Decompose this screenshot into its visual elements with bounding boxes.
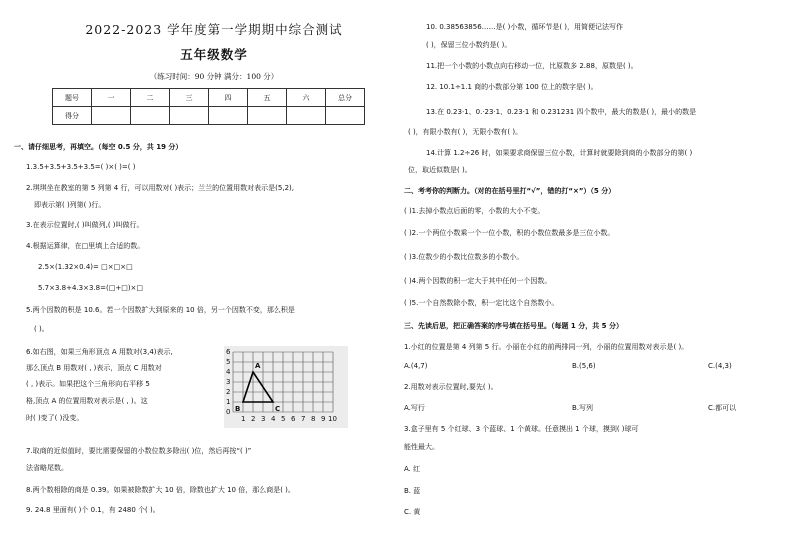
judgement-4: ( )4.两个因数的积一定大于其中任何一个因数。 [404, 277, 552, 285]
question-7-line-2: 法省略尾数。 [26, 464, 68, 472]
question-14-line-2: 位，取近似数是( )。 [408, 166, 472, 174]
question-10-line-1: 10. 0.38563856……是( )小数，循环节是( )，用简便记法写作 [426, 23, 624, 31]
vertex-c-label: C [275, 405, 281, 413]
y-tick-label: 2 [226, 388, 231, 396]
judgement-3: ( )3.位数少的小数比位数多的小数小。 [404, 253, 524, 261]
x-tick-label: 7 [301, 415, 306, 423]
grid-lines [233, 352, 333, 412]
question-11: 11.把一个小数的小数点向右移动一位，比原数多 2.88，原数是( )。 [426, 62, 638, 70]
y-tick-label: 6 [226, 348, 231, 356]
question-13-line-1: 13.在 0.23·1、0.·23·1、0.23·1 和 0.231231 四个数中，最大的数是( )，最小的数是 [426, 108, 697, 116]
choice-3-option-a: A. 红 [404, 465, 421, 473]
triangle-abc [243, 372, 273, 402]
y-tick-label: 0 [226, 408, 231, 416]
choice-question-3-line-1: 3.盒子里有 5 个红球、3 个蓝球、1 个黄球。任意摸出 1 个球，摸到( )球可 [404, 425, 639, 433]
judgement-1: ( )1.去掉小数点后面的零，小数的大小不变。 [404, 207, 545, 215]
question-1: 1.3.5+3.5+3.5+3.5=( )×( )=( ) [26, 163, 136, 171]
y-tick-label: 5 [226, 358, 231, 366]
question-6-line-1: 6.如右图，如果三角形顶点 A 用数对(3,4)表示, [26, 348, 173, 356]
score-cell: 六 [287, 89, 326, 107]
question-4: 4.根据运算律，在□里填上合适的数。 [26, 242, 145, 250]
score-cell: 一 [92, 89, 131, 107]
section-1-heading: 一、请仔细思考，再填空。（每空 0.5 分，共 19 分） [14, 143, 183, 151]
question-9: 9. 24.8 里面有( )个 0.1，有 2480 个( )。 [26, 506, 160, 514]
score-table [52, 88, 365, 125]
section-2-heading: 二、考考你的判断力。（对的在括号里打“√”，错的打“×”）（5 分） [404, 187, 616, 195]
choice-2-option-c: C.都可以 [708, 404, 737, 412]
score-value-row [53, 107, 365, 125]
choice-question-3-line-2: 能性最大。 [404, 443, 439, 451]
vertex-a-label: A [255, 362, 261, 370]
question-12: 12. 10.1÷1.1 商的小数部分第 100 位上的数字是( )。 [426, 83, 598, 91]
x-tick-label: 4 [271, 415, 276, 423]
question-6-line-2: 那么顶点 B 用数对( , )表示，顶点 C 用数对 [26, 364, 162, 372]
vertex-b-label: B [235, 405, 241, 413]
question-5-line-1: 5.两个因数的积是 10.6。若一个因数扩大到原来的 10 倍，另一个因数不变，那么积是 [26, 306, 295, 314]
score-cell: 四 [209, 89, 248, 107]
score-cell[interactable] [209, 107, 248, 125]
x-tick-label: 3 [261, 415, 266, 423]
y-tick-label: 4 [226, 368, 231, 376]
choice-2-option-b: B.写列 [572, 404, 594, 412]
question-8: 8.两个数相除的商是 0.39。如果被除数扩大 10 倍，除数也扩大 10 倍，那么商是( )。 [26, 486, 295, 494]
question-7-line-1: 7.取商的近似值时，要比需要保留的小数位数多除出( )位，然后再按“( )” [26, 447, 252, 455]
section-3-heading: 三、先读后思，把正确答案的序号填在括号里。（每题 1 分，共 5 分） [404, 322, 623, 330]
x-tick-label: 5 [281, 415, 286, 423]
coordinate-grid-svg [224, 346, 348, 428]
choice-2-option-a: A.写行 [404, 404, 425, 412]
score-cell[interactable] [326, 107, 365, 125]
question-6-line-5: 时( )变了( )没变。 [26, 414, 84, 422]
coordinate-grid-figure [224, 346, 348, 428]
score-cell: 总分 [326, 89, 365, 107]
score-cell: 二 [131, 89, 170, 107]
choice-1-option-a: A.(4,7) [404, 362, 428, 370]
y-tick-label: 3 [226, 378, 231, 386]
x-tick-label: 1 [241, 415, 246, 423]
y-tick-label: 1 [226, 398, 231, 406]
score-cell[interactable] [287, 107, 326, 125]
question-5-line-2: ( )。 [34, 325, 49, 333]
score-cell[interactable] [248, 107, 287, 125]
question-10-line-2: ( )，保留三位小数约是( )。 [426, 41, 512, 49]
choice-3-option-c: C. 黄 [404, 508, 421, 516]
score-cell: 五 [248, 89, 287, 107]
choice-1-option-b: B.(5,6) [572, 362, 596, 370]
question-2-line-2: 即表示第( )列第( )行。 [34, 201, 106, 209]
score-cell: 得分 [53, 107, 92, 125]
x-tick-label: 9 [321, 415, 326, 423]
x-tick-label: 8 [311, 415, 316, 423]
choice-question-1: 1.小红的位置是第 4 列第 5 行。小丽在小红的前两排同一列，小丽的位置用数对表示是( )。 [404, 343, 689, 351]
score-cell: 题号 [53, 89, 92, 107]
score-cell[interactable] [92, 107, 131, 125]
exam-meta: （练习时间：90 分钟 满分：100 分） [149, 72, 279, 81]
score-cell[interactable] [170, 107, 209, 125]
choice-question-2: 2.用数对表示位置时,要先( )。 [404, 383, 498, 391]
question-6-line-4: 格,顶点 A 的位置用数对表示是( , )。这 [26, 397, 148, 405]
exam-title: 2022-2023 学年度第一学期期中综合测试 [85, 22, 343, 37]
score-cell[interactable] [131, 107, 170, 125]
x-tick-label: 10 [328, 415, 337, 423]
choice-3-option-b: B. 蓝 [404, 487, 421, 495]
question-2-line-1: 2.琪琪坐在教室的第 5 列第 4 行，可以用数对( )表示；兰兰的位置用数对表示是(5,2), [26, 184, 294, 192]
score-header-row [53, 89, 365, 107]
question-14-line-1: 14.计算 1.2÷26 时，如果要求商保留三位小数，计算时就要除到商的小数部分的第( ) [426, 149, 693, 157]
question-4a: 2.5×(1.32×0.4)= □×□×□ [38, 263, 133, 271]
judgement-2: ( )2.一个两位小数乘一个一位小数，积的小数位数最多是三位小数。 [404, 229, 615, 237]
score-cell: 三 [170, 89, 209, 107]
x-tick-label: 2 [251, 415, 256, 423]
question-6-line-3: ( , )表示。如果把这个三角形向右平移 5 [26, 380, 150, 388]
exam-subtitle: 五年级数学 [180, 47, 248, 62]
question-4b: 5.7×3.8+4.3×3.8=(□+□)×□ [38, 284, 144, 292]
choice-1-option-c: C.(4,3) [708, 362, 732, 370]
question-3: 3.在表示位置时,( )叫做列,( )叫做行。 [26, 221, 144, 229]
question-13-line-2: ( )，有限小数有( )，无限小数有( )。 [408, 128, 523, 136]
x-tick-label: 6 [291, 415, 296, 423]
judgement-5: ( )5.一个自然数除小数，积一定比这个自然数小。 [404, 299, 559, 307]
